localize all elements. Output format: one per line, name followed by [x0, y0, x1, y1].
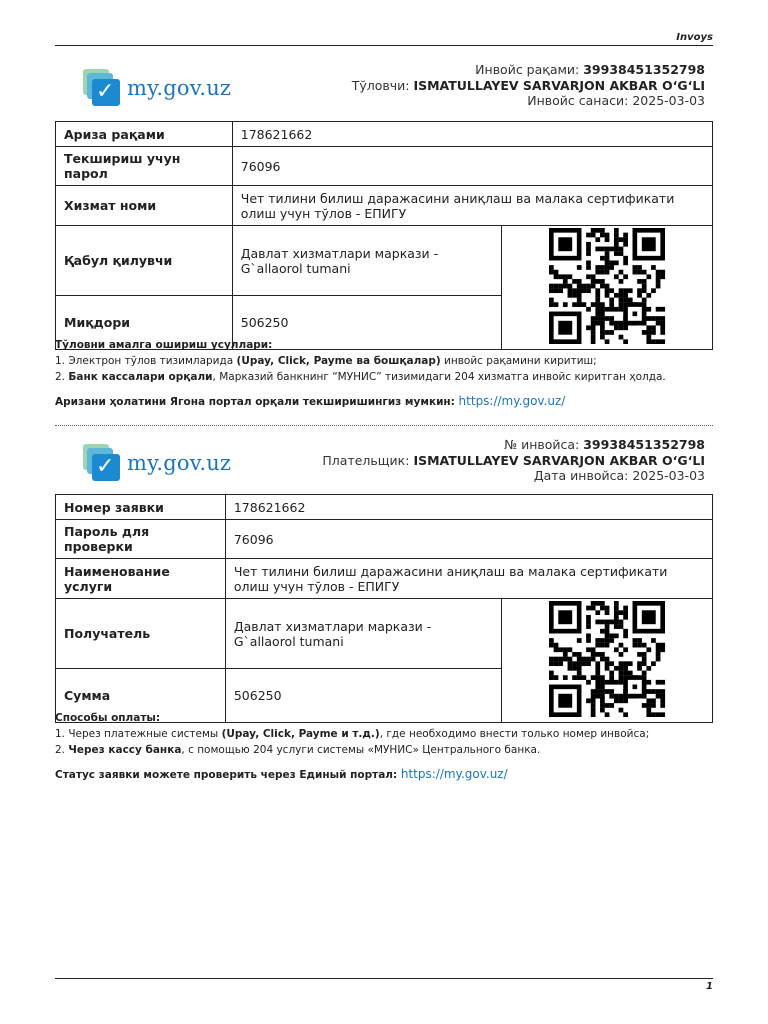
payment-methods — [55, 337, 666, 385]
service-name-value: Чет тилини билиш даражасини аниқлаш ва малака сертификати олиш учун тўлов - ЕПИГУ — [225, 559, 712, 599]
invoice-section-ru — [55, 437, 713, 797]
cut-line-divider — [55, 425, 713, 426]
table-row — [56, 226, 713, 296]
table-row — [56, 122, 713, 147]
payment-methods-title: Тўловни амалга ошириш усуллари: — [55, 339, 273, 351]
invoice-date-label: Инвойс санаси: — [527, 93, 629, 108]
recipient-label: Получатель — [56, 599, 226, 669]
invoice-section-uz — [55, 62, 713, 422]
portal-link[interactable]: https://my.gov.uz/ — [400, 767, 508, 781]
amount-label: Миқдори — [56, 296, 233, 350]
mygov-logo — [83, 443, 231, 483]
table-row — [56, 520, 713, 559]
invoice-date: 2025-03-03 — [632, 468, 705, 483]
qr-code-icon — [546, 601, 668, 717]
header-label: Invoys — [676, 32, 713, 43]
invoice-date-label: Дата инвойса: — [533, 468, 629, 483]
table-row — [56, 495, 713, 520]
table-row — [56, 147, 713, 186]
amount-value: 506250 — [225, 669, 501, 723]
portal-link[interactable]: https://my.gov.uz/ — [458, 394, 566, 408]
service-name-label: Наименование услуги — [56, 559, 226, 599]
service-name-label: Хизмат номи — [56, 186, 233, 226]
table-row — [56, 186, 713, 226]
password-label: Пароль для проверки — [56, 520, 226, 559]
invoice-number: 39938451352798 — [583, 62, 705, 77]
invoice-meta — [352, 62, 705, 109]
password-value: 76096 — [225, 520, 712, 559]
payment-method-2: 2. Банк кассалари орқали, Марказий банкнинг “МУНИС” тизимидаги 204 хизматга инвойс киритган ҳолда. — [55, 371, 666, 383]
status-check-text: Статус заявки можете проверить через Единый портал: — [55, 769, 398, 781]
logo-text: my.gov.uz — [127, 451, 232, 475]
payment-methods-title: Способы оплаты: — [55, 712, 161, 724]
invoice-table — [55, 121, 713, 350]
service-name-value: Чет тилини билиш даражасини аниқлаш ва малака сертификати олиш учун тўлов - ЕПИГУ — [232, 186, 712, 226]
invoice-number-label: Инвойс рақами: — [475, 62, 580, 77]
amount-value: 506250 — [232, 296, 501, 350]
application-number-value: 178621662 — [225, 495, 712, 520]
logo-check-icon: ✓ — [83, 69, 123, 107]
invoice-number-label: № инвойса: — [504, 437, 580, 452]
application-number-value: 178621662 — [232, 122, 712, 147]
invoice-number: 39938451352798 — [583, 437, 705, 452]
application-number-label: Номер заявки — [56, 495, 226, 520]
password-value: 76096 — [232, 147, 712, 186]
payment-method-1: 1. Через платежные системы (Upay, Click, Payme и т.д.), где необходимо внести только номер инвойса; — [55, 728, 650, 740]
top-rule — [55, 45, 713, 46]
recipient-value: Давлат хизматлари маркази - G`allaorol tumani — [232, 226, 501, 296]
payer-name: ISMATULLAYEV SARVARJON AKBAR O‘G‘LI — [413, 77, 705, 93]
status-check-text: Аризани ҳолатини Ягона портал орқали текширишингиз мумкин: — [55, 396, 455, 408]
invoice-table — [55, 494, 713, 723]
payment-methods — [55, 710, 649, 758]
mygov-logo — [83, 68, 231, 108]
payment-method-1: 1. Электрон тўлов тизимларида (Upay, Click, Payme ва бошқалар) инвойс рақамини киритиш; — [55, 355, 597, 367]
qr-code-icon — [546, 228, 668, 344]
payer-label: Тўловчи: — [351, 77, 410, 93]
recipient-label: Қабул қилувчи — [56, 226, 233, 296]
payer-label: Плательщик: — [322, 452, 410, 468]
status-check-line — [55, 394, 565, 408]
payer-name: ISMATULLAYEV SARVARJON AKBAR O‘G‘LI — [413, 452, 705, 468]
qr-code-cell — [502, 599, 713, 723]
invoice-meta — [322, 437, 705, 484]
application-number-label: Ариза рақами — [56, 122, 233, 147]
recipient-value: Давлат хизматлари маркази - G`allaorol tumani — [225, 599, 501, 669]
logo-text: my.gov.uz — [127, 76, 232, 100]
logo-check-icon: ✓ — [83, 444, 123, 482]
qr-code-cell — [502, 226, 713, 350]
payment-method-2: 2. Через кассу банка, с помощью 204 услуги системы «МУНИС» Центрального банка. — [55, 744, 541, 756]
amount-label: Сумма — [56, 669, 226, 723]
table-row — [56, 599, 713, 669]
status-check-line — [55, 767, 508, 781]
password-label: Текшириш учун парол — [56, 147, 233, 186]
page-number: 1 — [706, 981, 713, 992]
table-row — [56, 559, 713, 599]
invoice-date: 2025-03-03 — [632, 93, 705, 108]
bottom-rule — [55, 978, 713, 979]
